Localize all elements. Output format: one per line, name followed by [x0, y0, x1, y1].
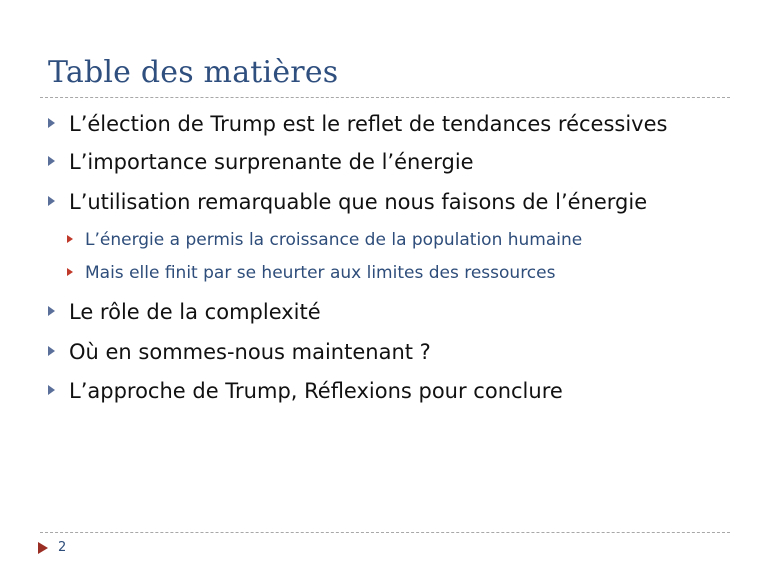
bullet-text: L’importance surprenante de l’énergie: [69, 150, 474, 174]
triangle-bullet-icon: [48, 306, 55, 316]
page-number: 2: [58, 540, 67, 555]
bullet-text: L’élection de Trump est le reflet de tendances récessives: [69, 112, 668, 136]
bullet-item: [48, 190, 647, 214]
sub-bullet-text: L’énergie a permis la croissance de la population humaine: [85, 230, 583, 250]
triangle-sub-bullet-icon: [67, 235, 73, 243]
bullet-item: [48, 112, 667, 136]
triangle-sub-bullet-icon: [67, 268, 73, 276]
footer-divider: [40, 532, 730, 533]
bullet-item: [48, 300, 321, 324]
sub-bullet-item: [67, 230, 582, 250]
bullet-text: L’approche de Trump, Réflexions pour conclure: [69, 379, 563, 403]
bullet-item: [48, 150, 474, 174]
triangle-bullet-icon: [48, 346, 55, 356]
bullet-text: Le rôle de la complexité: [69, 300, 321, 324]
bullet-text: L’utilisation remarquable que nous faisons de l’énergie: [69, 190, 648, 214]
footer-triangle-icon: [38, 542, 48, 554]
sub-bullet-item: [67, 263, 555, 283]
bullet-item: [48, 340, 431, 364]
bullet-text: Où en sommes-nous maintenant ?: [69, 340, 431, 364]
bullet-item: [48, 379, 563, 403]
sub-bullet-text: Mais elle finit par se heurter aux limites des ressources: [85, 263, 556, 283]
triangle-bullet-icon: [48, 196, 55, 206]
slide-title: Table des matières: [48, 55, 339, 90]
triangle-bullet-icon: [48, 118, 55, 128]
triangle-bullet-icon: [48, 156, 55, 166]
triangle-bullet-icon: [48, 385, 55, 395]
